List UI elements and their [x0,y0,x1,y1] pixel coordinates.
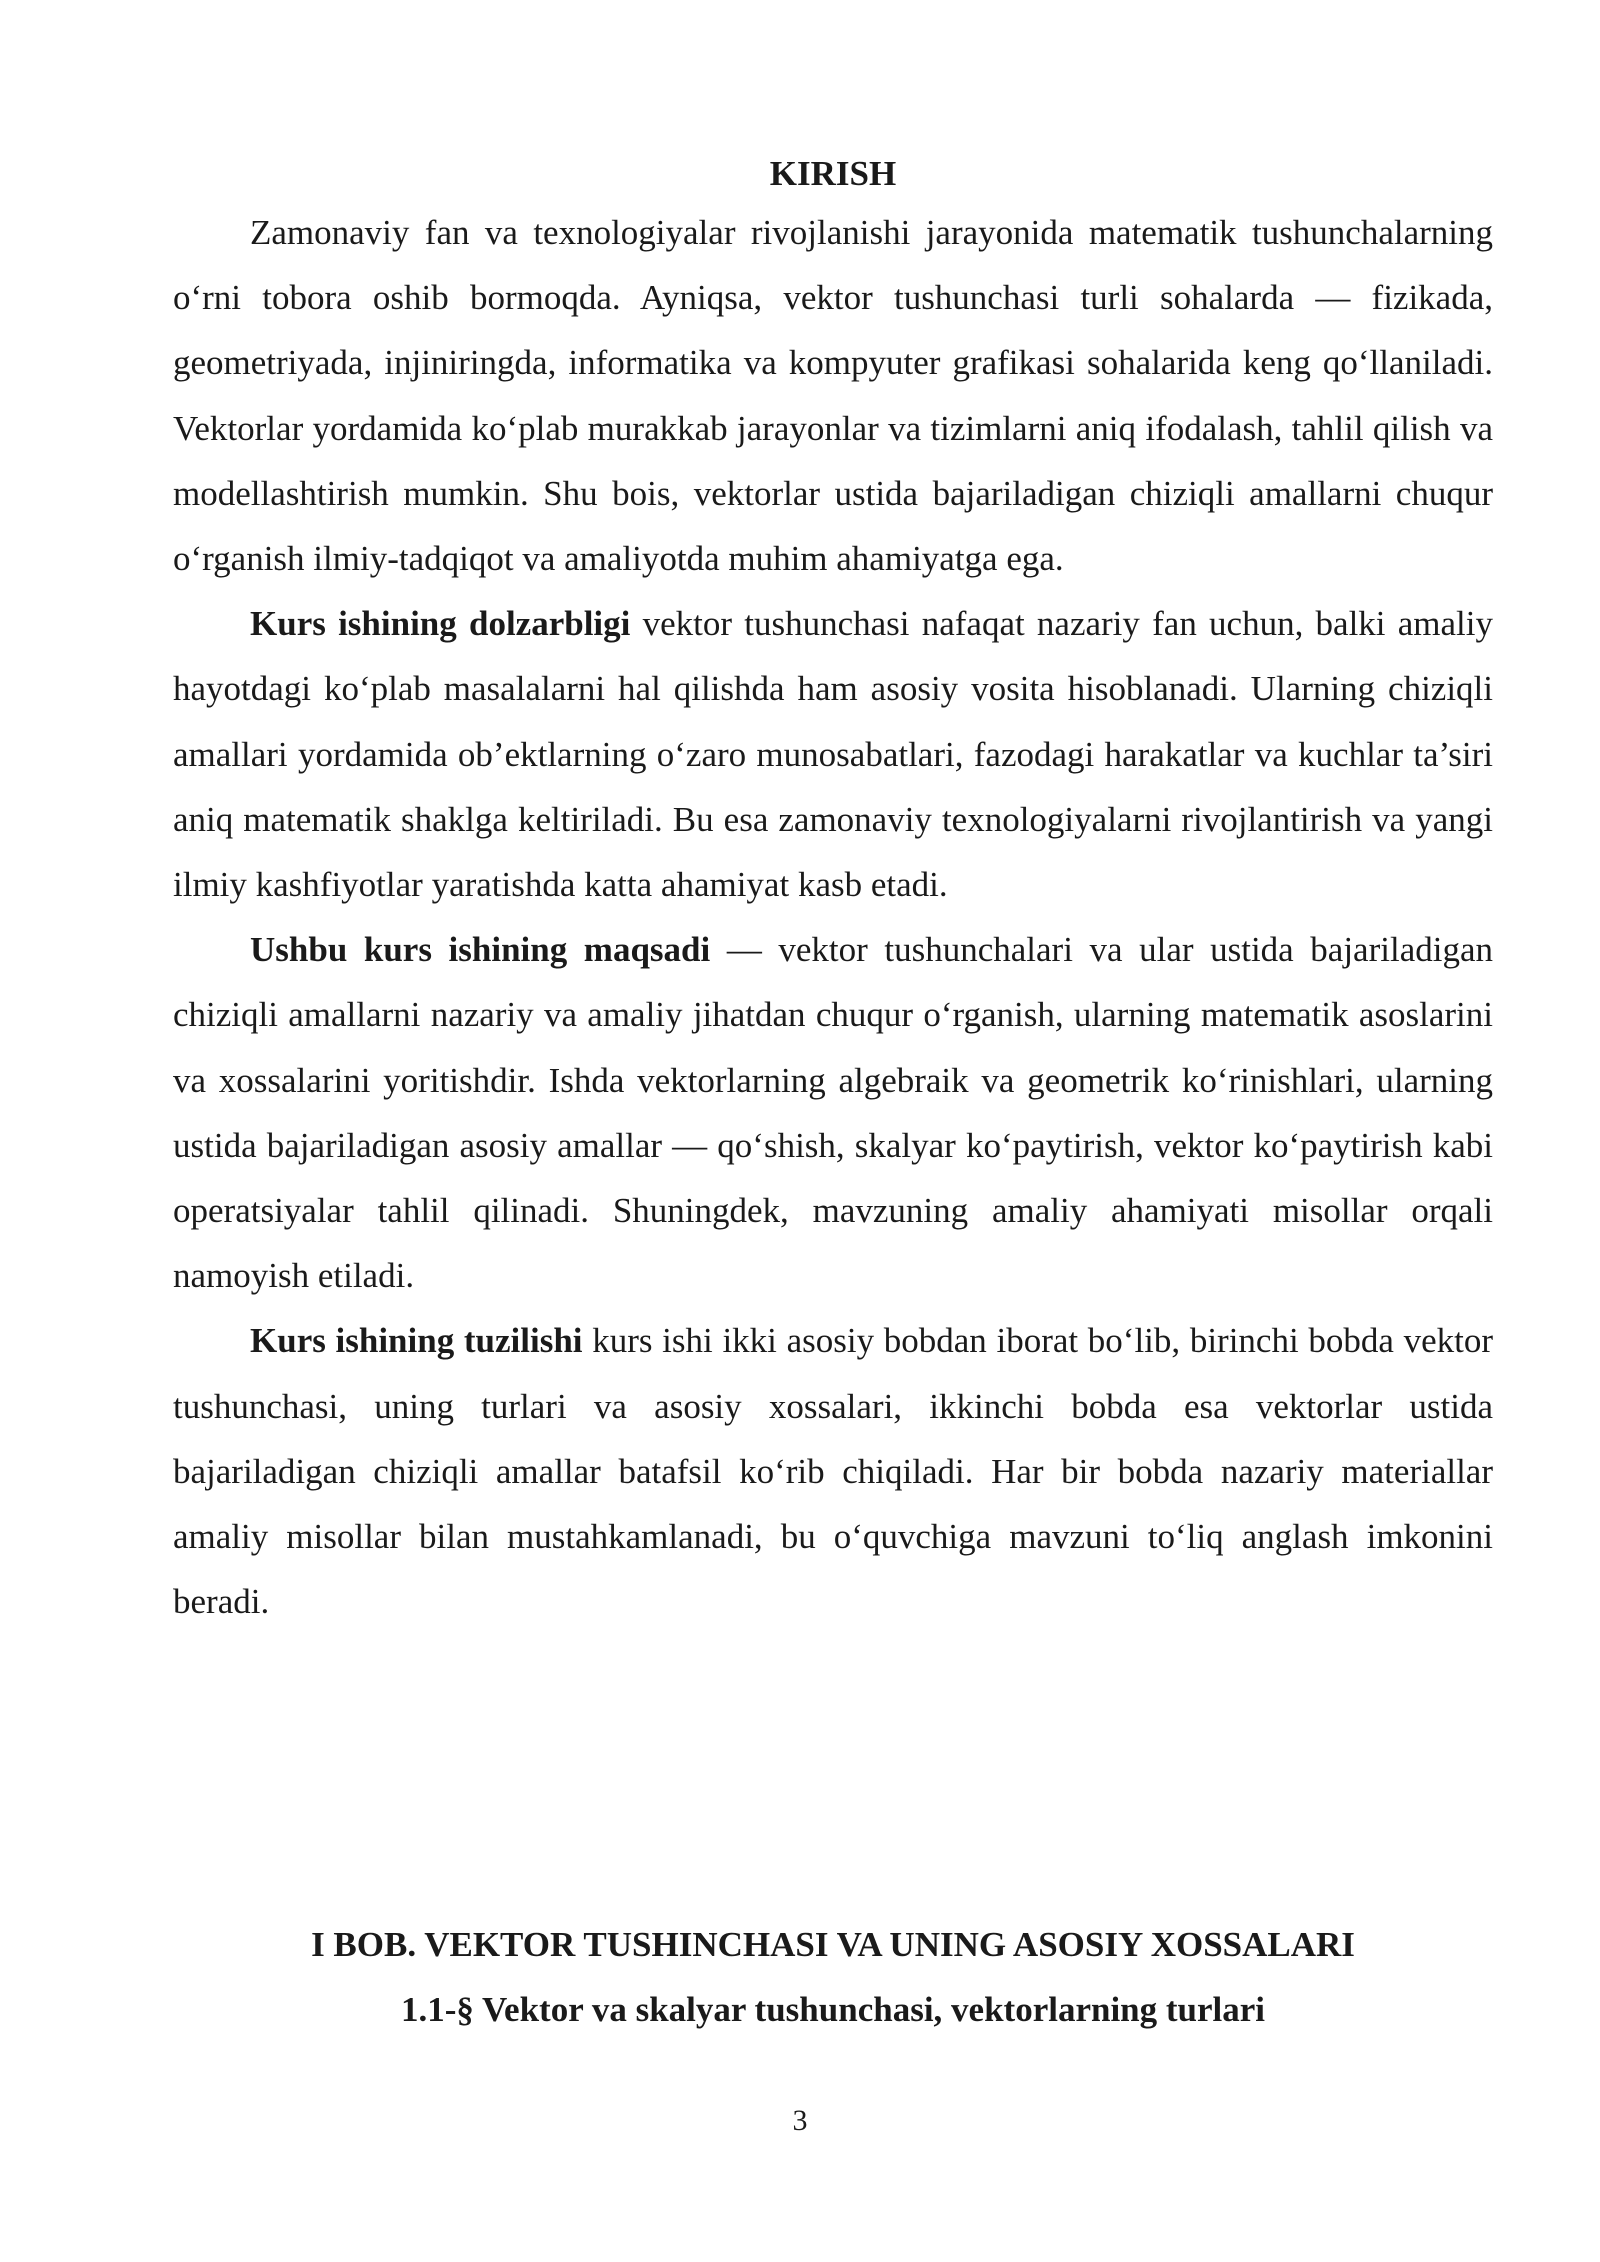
paragraph-lead: Ushbu kurs ishining maqsadi [250,930,711,970]
introduction-heading: KIRISH [769,154,897,193]
paragraph-text: — vektor tushunchalari va ular ustida bajariladigan chiziqli amallarni nazariy va amaliy jihatdan chuqur o‘rganish, ularning matematik asoslarini va xossalarini yoritishdir. Ishda vektorlarning algebraik va geometrik ko‘rinishlari, ularning ustida bajariladigan asosiy amallar — qo‘shish, skalyar ko‘paytirish, vektor ko‘paytirish kabi operatsiyalar tahlil qilinadi. Shuningdek, mavzuning amaliy ahamiyati misollar orqali namoyish etiladi. [173,930,1493,1296]
chapter-title: I BOB. VEKTOR TUSHINCHASI VA UNING ASOSIY XOSSALARI [311,1925,1355,1964]
paragraph-relevance [173,591,1493,917]
chapter-block [173,1912,1493,2042]
paragraph-goal [173,917,1493,1308]
introduction-section [173,148,1493,1634]
paragraph-lead: Kurs ishining dolzarbligi [250,604,631,644]
section-title: 1.1-§ Vektor va skalyar tushunchasi, vektorlarning turlari [400,1990,1266,2029]
paragraph-text: kurs ishi ikki asosiy bobdan iborat bo‘lib, birinchi bobda vektor tushunchasi, uning turlari va asosiy xossalari, ikkinchi bobda esa vektorlar ustida bajariladigan chiziqli amallar batafsil ko‘rib chiqiladi. Har bir bobda nazariy materiallar amaliy misollar bilan mustahkamlanadi, bu o‘quvchiga mavzuni to‘liq anglash imkonini beradi. [173,1321,1494,1622]
paragraph-text: vektor tushunchasi nafaqat nazariy fan uchun, balki amaliy hayotdagi ko‘plab masalalarni hal qilishda ham asosiy vosita hisoblanadi. Ularning chiziqli amallari yordamida ob’ektlarning o‘zaro munosabatlari, fazodagi harakatlar va kuchlar ta’siri aniq matematik shaklga keltiriladi. Bu esa zamonaviy texnologiyalarni rivojlantirish va yangi ilmiy kashfiyotlar yaratishda katta ahamiyat kasb etadi. [173,604,1493,905]
paragraph-lead: Kurs ishining tuzilishi [250,1321,583,1361]
paragraph-overview [173,200,1493,591]
paragraph-text: Zamonaviy fan va texnologiyalar rivojlanishi jarayonida matematik tushunchalarning o‘rni tobora oshib bormoqda. Ayniqsa, vektor tushunchasi turli sohalarda — fizikada, geometriyada, injiniringda, informatika va kompyuter grafikasi sohalarida keng qo‘llaniladi. Vektorlar yordamida ko‘plab murakkab jarayonlar va tizimlarni aniq ifodalash, tahlil qilish va modellashtirish mumkin. Shu bois, vektorlar ustida bajariladigan chiziqli amallarni chuqur o‘rganish ilmiy-tadqiqot va amaliyotda muhim ahamiyatga ega. [173,213,1493,579]
paragraph-structure [173,1308,1493,1634]
page-number: 3 [792,2104,808,2137]
